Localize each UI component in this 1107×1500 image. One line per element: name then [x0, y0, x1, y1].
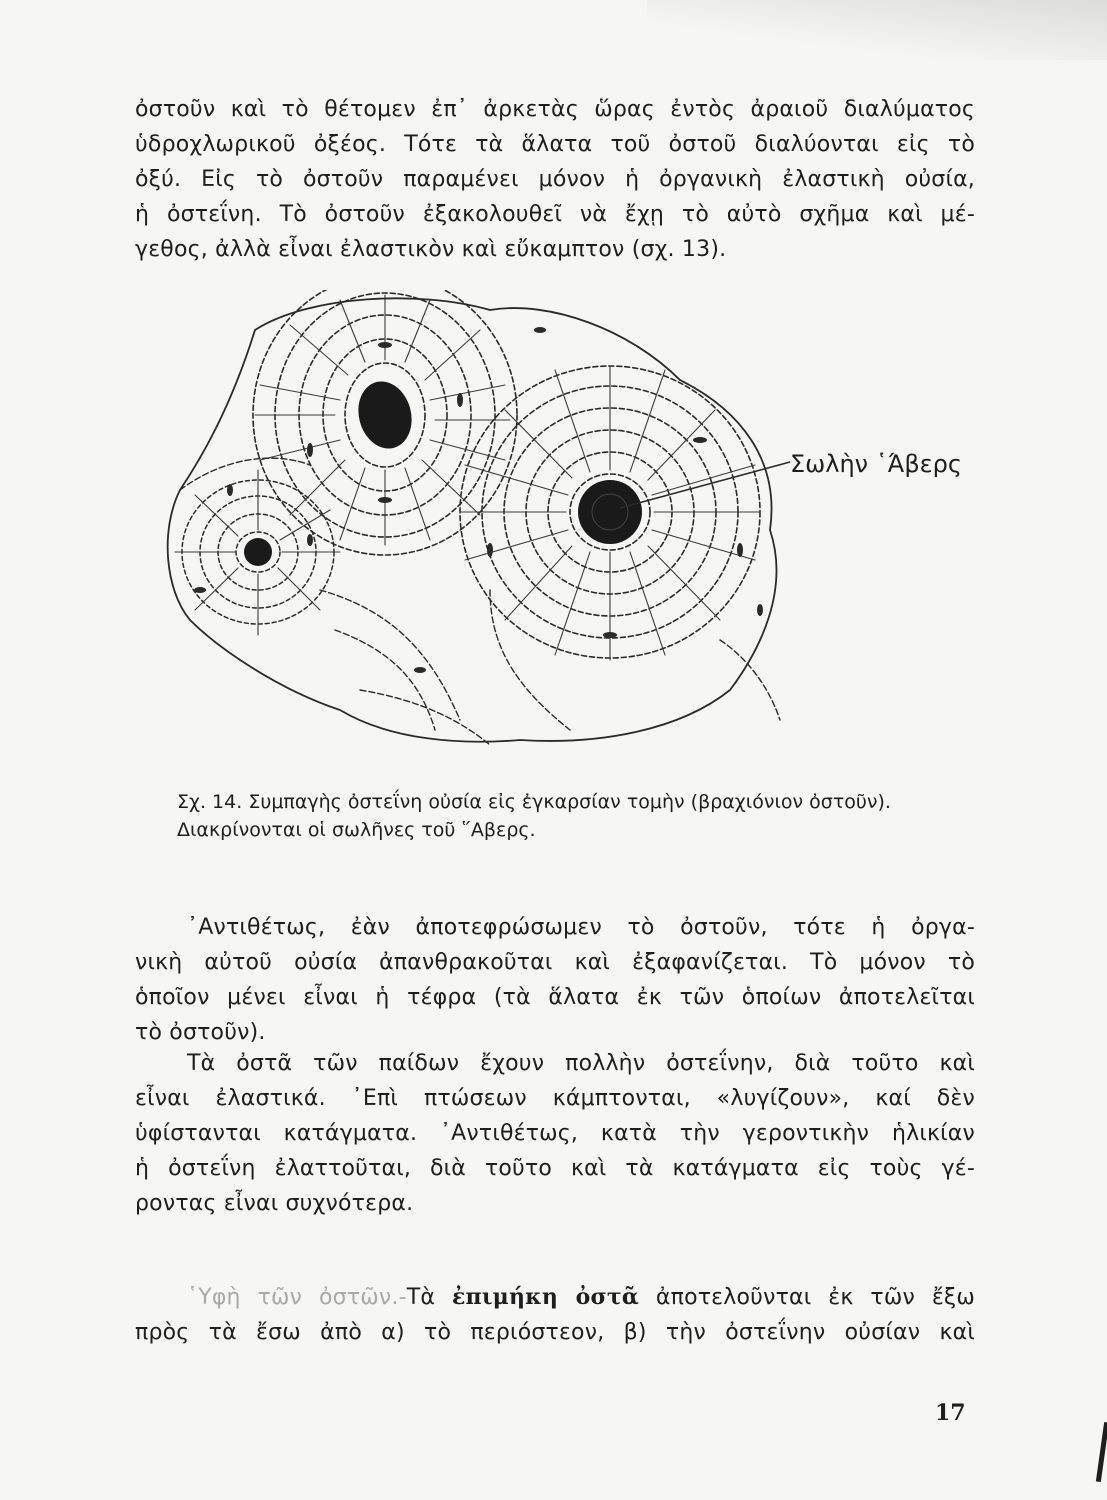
paragraph-1-line: γεθος, ἀλλὰ εἶναι ἐλαστικὸν καὶ εὔκαμπτον (σχ. 13).	[135, 237, 727, 262]
paragraph-4	[135, 1280, 975, 1350]
page-number: 17	[935, 1400, 966, 1426]
figure-caption	[177, 788, 977, 844]
paragraph-3-line: εἶναι ἐλαστικά. ᾽Επὶ πτώσεων κάμπτονται, «λυγίζουν», καί δὲν	[135, 1086, 975, 1111]
paragraph-1-line: ὑδροχλωρικοῦ ὀξέος. Τότε τὰ ἅλατα τοῦ ὀστοῦ διαλύονται εἰς τὸ	[135, 132, 975, 157]
bone-cross-section-illustration	[160, 290, 800, 750]
paragraph-1-line: ὀστοῦν καὶ τὸ θέτομεν ἐπ᾽ ἀρκετὰς ὥρας ἐντὸς ἀραιοῦ διαλύματος	[135, 97, 975, 122]
bold-term: ἐπιμήκη ὀστᾶ	[451, 1284, 640, 1310]
paragraph-2-line: τὸ ὀστοῦν).	[135, 1020, 266, 1045]
paragraph-3-line: ὑφίστανται κατάγματα. ᾽Αντιθέτως, κατὰ τὴν γεροντικὴν ἡλικίαν	[135, 1121, 975, 1146]
figure-label-haversian-canal: Σωλὴν ῾Άβερς	[790, 450, 962, 478]
paragraph-1-line: ὀξύ. Εἰς τὸ ὀστοῦν παραμένει μόνον ἡ ὀργανικὴ ἐλαστικὴ οὐσία,	[135, 167, 975, 192]
paragraph-3-line: Τὰ ὀστᾶ τῶν παίδων ἔχουν πολλὴν ὀστεΐνην, διὰ τοῦτο καὶ	[187, 1051, 975, 1076]
scan-shadow	[647, 0, 1107, 60]
paragraph-4-text: ἀποτελοῦνται ἐκ τῶν ἔξω	[639, 1285, 976, 1310]
paragraph-1-line: ἡ ὀστεΐνη. Τὸ ὀστοῦν ἐξακολουθεῖ νὰ ἔχῃ τὸ αὐτὸ σχῆμα καὶ μέ-	[135, 202, 975, 227]
section-heading: ῾Υφὴ τῶν ὀστῶν.-	[187, 1285, 407, 1310]
paragraph-3-line: ροντας εἶναι συχνότερα.	[135, 1191, 414, 1216]
paragraph-3-line: ἡ ὀστεΐνη ἐλαττοῦται, διὰ τοῦτο καὶ τὰ κατάγματα εἰς τοὺς γέ-	[135, 1156, 975, 1181]
paragraph-3	[135, 1046, 975, 1221]
label-leader-line	[620, 462, 790, 508]
scan-edge-mark	[1096, 1422, 1107, 1482]
haversian-canals	[244, 375, 642, 566]
paragraph-2-line: ᾽Αντιθέτως, ἐὰν ἀποτεφρώσωμεν τὸ ὀστοῦν, τότε ἡ ὀργα-	[187, 915, 975, 940]
caption-line: Σχ. 14. Συμπαγὴς ὀστεΐνη οὐσία εἰς ἐγκαρσίαν τομὴν (βραχιόνιον ὀστοῦν).	[177, 791, 891, 813]
paragraph-4-text: Τὰ	[406, 1285, 452, 1310]
paragraph-2-line: ὁποῖον μένει εἶναι ἡ τέφρα (τὰ ἅλατα ἐκ τῶν ὁποίων ἀποτελεῖται	[135, 985, 975, 1010]
caption-line: Διακρίνονται οἱ σωλῆνες τοῦ ῞Αβερς.	[177, 819, 536, 841]
paragraph-2	[135, 910, 975, 1050]
paragraph-4-line	[135, 1280, 975, 1315]
paragraph-2-line: νικὴ αὐτοῦ οὐσία ἀπανθρακοῦται καὶ ἐξαφανίζεται. Τὸ μόνον τὸ	[135, 950, 975, 975]
interstitial-lamellae	[180, 458, 780, 745]
paragraph-1	[135, 92, 975, 267]
paragraph-4-line: πρὸς τὰ ἔσω ἀπὸ α) τὸ περιόστεον, β) τὴν ὀστεΐνην οὐσίαν καὶ	[135, 1320, 975, 1345]
